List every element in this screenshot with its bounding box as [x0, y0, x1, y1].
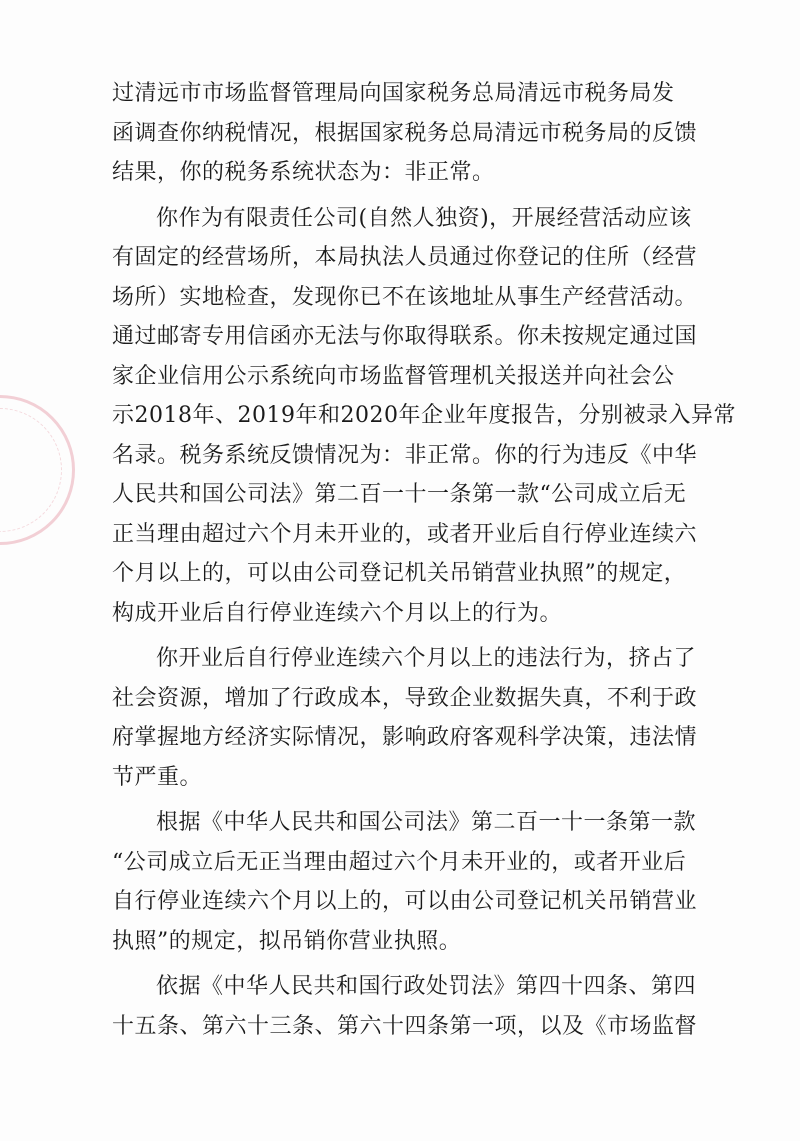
text-line: 府掌握地方经济实际情况，影响政府客观科学决策，违法情 — [112, 725, 698, 750]
text-line: 有固定的经营场所，本局执法人员通过你登记的住所（经营 — [112, 245, 698, 270]
text-line: 十五条、第六十三条、第六十四条第一项，以及《市场监督 — [112, 1013, 698, 1039]
text-line: 你作为有限责任公司(自然人独资)，开展经营活动应该 — [156, 205, 692, 231]
paragraph-severity — [112, 639, 698, 797]
text-line: 结果，你的税务系统状态为：非正常。 — [112, 160, 495, 185]
text-line: 社会资源，增加了行政成本，导致企业数据失真，不利于政 — [112, 685, 698, 711]
text-line: 人民共和国公司法》第二百一十一条第一款“公司成立后无 — [112, 482, 687, 507]
paragraph-tax-status — [112, 74, 698, 193]
text-line: 示2018年、2019年和2020年企业年度报告，分别被录入异常 — [112, 403, 736, 428]
text-line: 执照”的规定，拟吊销你营业执照。 — [112, 928, 462, 954]
text-line: 函调查你纳税情况，根据国家税务总局清远市税务局的反馈 — [112, 120, 698, 146]
paragraph-procedure — [112, 967, 698, 1046]
text-line: 家企业信用公示系统向市场监督管理机关报送并向社会公 — [112, 363, 675, 389]
document-body — [112, 74, 736, 1046]
text-line: 名录。税务系统反馈情况为：非正常。你的行为违反《中华 — [112, 442, 698, 468]
seal-inner-ring — [0, 408, 62, 532]
official-seal-stamp — [0, 395, 75, 545]
text-line: “公司成立后无正当理由超过六个月未开业的，或者开业后 — [112, 849, 687, 875]
text-line: 根据《中华人民共和国公司法》第二百一十一条第一款 — [156, 810, 697, 835]
text-line: 节严重。 — [112, 764, 203, 790]
text-line: 个月以上的，可以由公司登记机关吊销营业执照”的规定， — [112, 561, 687, 586]
paragraph-legal-basis — [112, 803, 698, 961]
text-line: 自行停业连续六个月以上的，可以由公司登记机关吊销营业 — [112, 889, 698, 914]
text-line: 依据《中华人民共和国行政处罚法》第四十四条、第四 — [156, 974, 697, 999]
text-line: 构成开业后自行停业连续六个月以上的行为。 — [112, 600, 563, 626]
text-line: 过清远市市场监督管理局向国家税务总局清远市税务局发 — [112, 81, 675, 106]
text-line: 你开业后自行停业连续六个月以上的违法行为，挤占了 — [156, 646, 697, 671]
text-line: 通过邮寄专用信函亦无法与你取得联系。你未按规定通过国 — [112, 324, 698, 349]
paragraph-violation-facts — [112, 199, 736, 634]
text-line: 场所）实地检查，发现你已不在该地址从事生产经营活动。 — [112, 284, 698, 310]
text-line: 正当理由超过六个月未开业的，或者开业后自行停业连续六 — [112, 521, 698, 547]
